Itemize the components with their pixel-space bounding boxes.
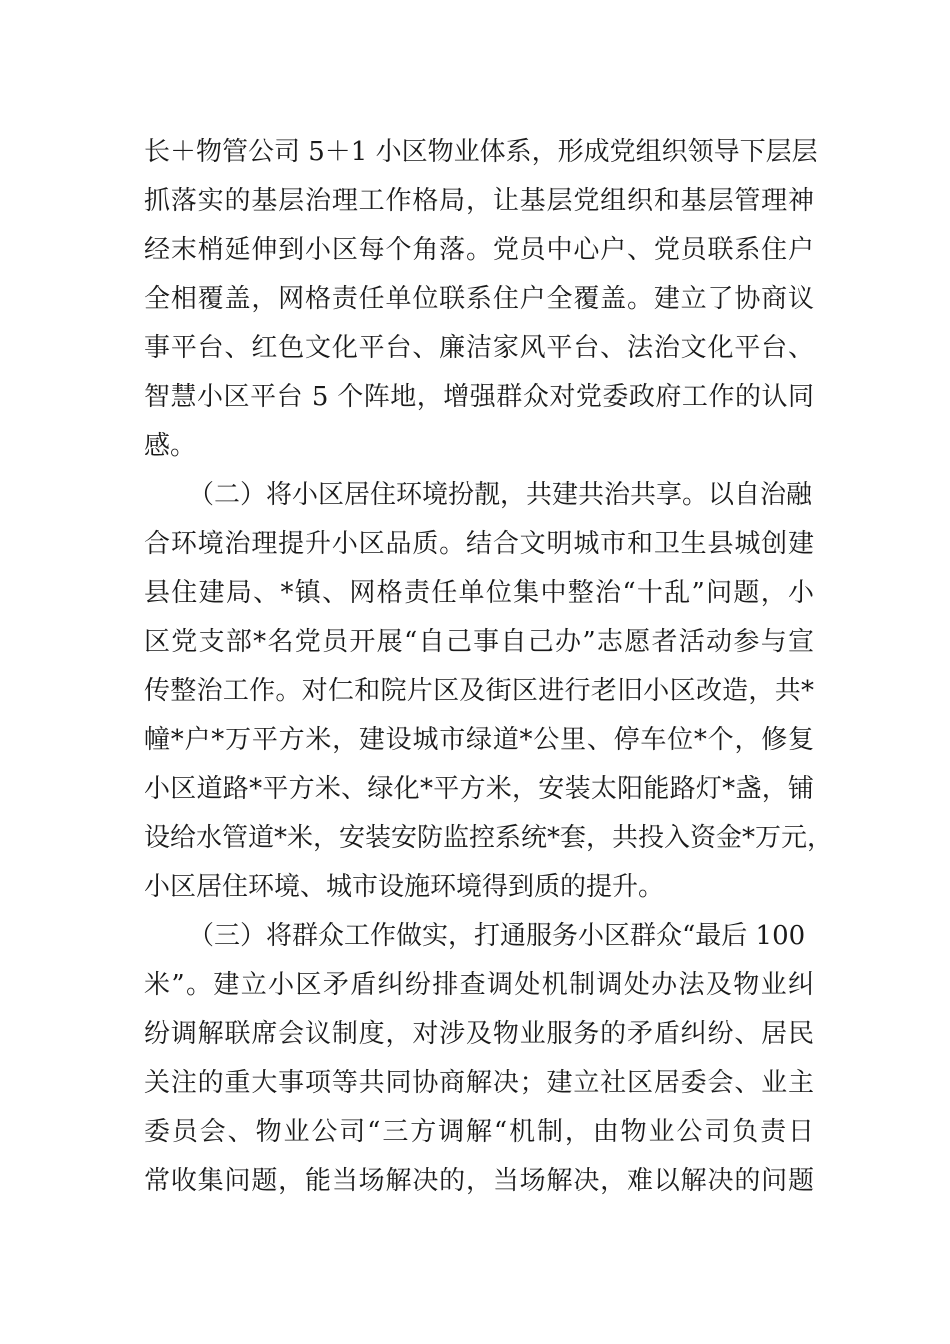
text-line: 感。	[144, 431, 197, 461]
text-line: 合环境治理提升小区品质。结合文明城市和卫生县城创建	[144, 529, 814, 559]
text-line: 关注的重大事项等共同协商解决；建立社区居委会、业主	[144, 1068, 814, 1098]
text-line: 区党支部*名党员开展“自己事自己办”志愿者活动参与宣	[144, 627, 814, 657]
text-line: 长＋物管公司 5＋1 小区物业体系，形成党组织领导下层层	[144, 137, 818, 167]
text-line: 小区居住环境、城市设施环境得到质的提升。	[144, 872, 665, 902]
text-line: 智慧小区平台 5 个阵地，增强群众对党委政府工作的认同	[144, 382, 814, 412]
text-line: 纷调解联席会议制度，对涉及物业服务的矛盾纠纷、居民	[144, 1019, 814, 1049]
text-line: 设给水管道*米，安装安防监控系统*套，共投入资金*万元，	[144, 823, 834, 853]
document-body	[144, 128, 834, 1206]
text-line: 米”。建立小区矛盾纠纷排查调处机制调处办法及物业纠	[144, 970, 814, 1000]
section-heading-line: （三）将群众工作做实，打通服务小区群众“最后 100	[188, 921, 806, 951]
text-line: 经末梢延伸到小区每个角落。党员中心户、党员联系住户	[144, 235, 814, 265]
text-line: 传整治工作。对仁和院片区及街区进行老旧小区改造，共*	[144, 676, 814, 706]
section-heading-line: （二）将小区居住环境扮靓，共建共治共享。以自治融	[188, 480, 813, 510]
text-line: 常收集问题，能当场解决的，当场解决，难以解决的问题	[144, 1166, 814, 1196]
text-line: 小区道路*平方米、绿化*平方米，安装太阳能路灯*盏，铺	[144, 774, 814, 804]
text-line: 全相覆盖，网格责任单位联系住户全覆盖。建立了协商议	[144, 284, 814, 314]
text-line: 委员会、物业公司“三方调解“机制，由物业公司负责日	[144, 1117, 814, 1147]
text-line: 幢*户*万平方米，建设城市绿道*公里、停车位*个，修复	[144, 725, 814, 755]
text-line: 事平台、红色文化平台、廉洁家风平台、法治文化平台、	[144, 333, 814, 363]
text-line: 县住建局、*镇、网格责任单位集中整治“十乱”问题，小	[144, 578, 814, 608]
text-line: 抓落实的基层治理工作格局，让基层党组织和基层管理神	[144, 186, 814, 216]
